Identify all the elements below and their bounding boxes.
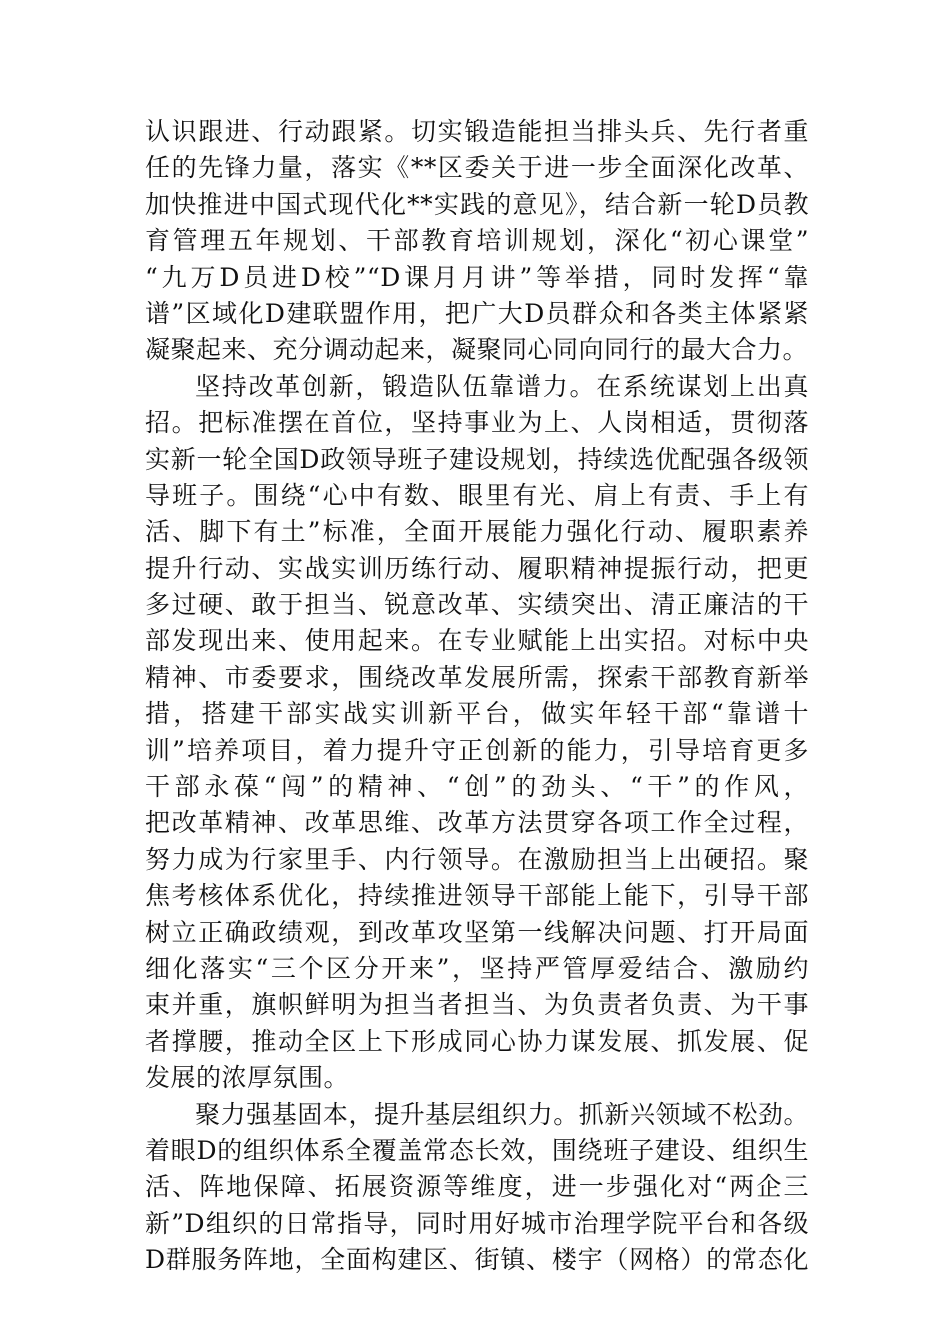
text-line: 措，搭建干部实战实训新平台，做实年轻干部“靠谱十 (145, 699, 809, 729)
text-line: 聚力强基固本，提升基层组织力。抓新兴领域不松劲。 (195, 1099, 809, 1129)
text-line: 谱”区域化D建联盟作用，把广大D员群众和各类主体紧紧 (145, 298, 809, 328)
text-line: 焦考核体系优化，持续推进领导干部能上能下，引导干部 (145, 881, 809, 911)
text-line: 树立正确政绩观，到改革攻坚第一线解决问题、打开局面 (145, 917, 809, 947)
text-line: 坚持改革创新，锻造队伍靠谱力。在系统谋划上出真 (195, 371, 809, 401)
body-text (145, 114, 809, 1279)
text-line: D群服务阵地，全面构建区、街镇、楼宇（网格）的常态化 (145, 1245, 809, 1275)
text-line: 着眼D的组织体系全覆盖常态长效，围绕班子建设、组织生 (145, 1135, 809, 1165)
text-line: 导班子。围绕“心中有数、眼里有光、肩上有责、手上有 (145, 480, 809, 510)
text-line: 多过硬、敢于担当、锐意改革、实绩突出、清正廉洁的干 (145, 590, 809, 620)
text-line: 任的先锋力量，落实《**区委关于进一步全面深化改革、 (145, 153, 809, 183)
text-line: 者撑腰，推动全区上下形成同心协力谋发展、抓发展、促 (145, 1026, 809, 1056)
text-line: 干部永葆“闯”的精神、“创”的劲头、“干”的作风， (145, 772, 809, 802)
text-line: 发展的浓厚氛围。 (145, 1063, 350, 1093)
text-line: 细化落实“三个区分开来”，坚持严管厚爱结合、激励约 (145, 953, 809, 983)
text-line: 努力成为行家里手、内行领导。在激励担当上出硬招。聚 (145, 844, 809, 874)
text-line: 实新一轮全国D政领导班子建设规划，持续选优配强各级领 (145, 444, 809, 474)
text-line: 把改革精神、改革思维、改革方法贯穿各项工作全过程， (145, 808, 809, 838)
text-line: 认识跟进、行动跟紧。切实锻造能担当排头兵、先行者重 (145, 117, 809, 146)
text-line: 精神、市委要求，围绕改革发展所需，探索干部教育新举 (145, 662, 809, 692)
text-line: 活、阵地保障、拓展资源等维度，进一步强化对“两企三 (145, 1172, 809, 1202)
text-line: 新”D组织的日常指导，同时用好城市治理学院平台和各级 (145, 1208, 809, 1238)
text-line: 招。把标准摆在首位，坚持事业为上、人岗相适，贯彻落 (145, 408, 809, 438)
text-line: 束并重，旗帜鲜明为担当者担当、为负责者负责、为干事 (145, 990, 809, 1020)
text-line: 加快推进中国式现代化**实践的意见》，结合新一轮D员教 (145, 189, 809, 219)
text-line: 育管理五年规划、干部教育培训规划，深化“初心课堂” (145, 226, 809, 256)
text-line: 训”培养项目，着力提升守正创新的能力，引导培育更多 (145, 735, 809, 765)
text-line: “九万D员进D校”“D课月月讲”等举措，同时发挥“靠 (145, 262, 809, 292)
text-line: 提升行动、实战实训历练行动、履职精神提振行动，把更 (145, 553, 809, 583)
text-line: 凝聚起来、充分调动起来，凝聚同心同向同行的最大合力。 (145, 335, 809, 365)
text-line: 部发现出来、使用起来。在专业赋能上出实招。对标中央 (145, 626, 809, 656)
text-line: 活、脚下有土”标准，全面开展能力强化行动、履职素养 (145, 517, 809, 547)
